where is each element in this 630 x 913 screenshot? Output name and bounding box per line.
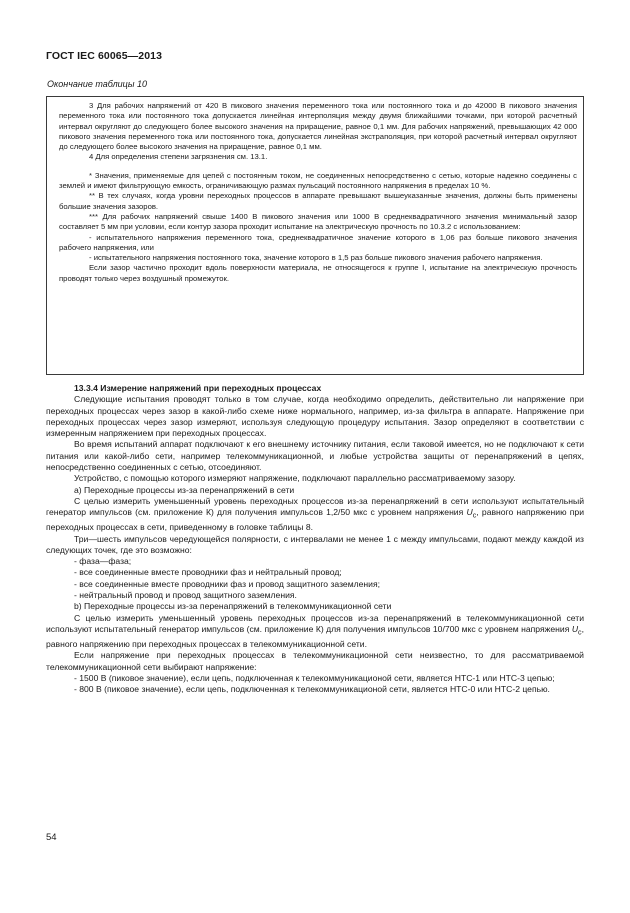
subsection-a-title: а) Переходные процессы из-за перенапряжений в сети <box>74 484 295 495</box>
paragraph-5 <box>46 496 584 534</box>
note-4: 4 Для определения степени загрязнения см. 13.1. <box>89 152 268 162</box>
paragraph-5-text: С целью измерить уменьшенный уровень переходных процессов из-за перенапряжений в сети используют испытательный генератор импульсов (см. приложение К) для получения импульсов 1,2/50 мкс с уровнем напряжения <box>46 495 584 518</box>
note-3: 3 Для рабочих напряжений от 420 В пикового значения переменного тока или постоянного тока и до 42000 В пикового значения переменного тока или постоянного тока допускается линейная интерполяция между двумя ближайшими точками, при которой расчетный интервал округляют до следующего более высокого значения на приращение, равное 0,1 мм. Для рабочих напряжений, превышающих 42 000 пикового значения переменного тока или постоянного тока, допускается линейная экстраполяция, при которой расчетный интервал округляют до следующего более высокого значения на приращение, равное 0,1 мм. <box>59 101 577 152</box>
paragraph-6: Три—шесть импульсов чередующейся полярности, с интервалами не менее 1 с между импульсами, подают между каждой из следующих точек, где это возможно: <box>46 533 584 555</box>
paragraph-2: Во время испытаний аппарат подключают к его внешнему источнику питания, если таковой имеется, но не подключают к сети питания или какой-либо сети, например телекоммуникационной, и любые устройства защиты от перенапряжений в цепях, непосредственно соединенных с сетью, отсоединяют. <box>46 439 584 473</box>
paragraph-8-text: С целью измерить уменьшенный уровень переходных процессов из-за перенапряжений в телекоммуникационной сети используют испытательный генератор импульсов (см. приложение К) для получения импульсов 10/700 мкс с уровнем напряжения <box>46 612 584 634</box>
voltage-subscript-2: c <box>578 628 582 637</box>
voltage-symbol-2: U <box>571 623 579 634</box>
footnote-3-item-b: - испытательного напряжения постоянного тока, значение которого в 1,5 раз больше пикового значения рабочего напряжения. <box>89 253 543 263</box>
paragraph-8-text-end: , равного напряжению при переходных процессах в телекоммуникационной сети. <box>46 623 584 649</box>
list-item-6: - 800 В (пиковое значение), если цепь, подключенная к телекоммуникационой сети, является НТС-0 или НТС-2 цепью. <box>74 684 550 695</box>
notes-spacer <box>59 163 577 171</box>
voltage-subscript: c <box>472 511 477 520</box>
footnote-2: ** В тех случаях, когда уровни переходных процессов в аппарате превышают вышеуказанные значения, должны быть применены большие значения зазоров. <box>59 191 577 211</box>
paragraph-3: Устройство, с помощью которого измеряют напряжение, подключают параллельно рассматриваемому зазору. <box>74 473 516 484</box>
list-item-4: - нейтральный провод и провод защитного заземления. <box>74 590 297 601</box>
page-number: 54 <box>46 832 57 843</box>
page-header-standard-title: ГОСТ IEC 60065—2013 <box>46 50 163 62</box>
table-notes-box <box>46 96 584 375</box>
table-notes <box>59 101 577 284</box>
subsection-b-title: b) Переходные процессы из-за перенапряжений в телекоммуникационной сети <box>74 601 392 612</box>
footnote-1: * Значения, применяемые для цепей с постоянным током, не соединенных непосредственно с сетью, которые надежно соединены с землей и имеют фильтрующую емкость, ограничивающую размах пульсаций постоянного напряжения в пределах 10 %. <box>59 170 577 191</box>
paragraph-1: Следующие испытания проводят только в том случае, когда необходимо определить, действительно ли напряжение при переходных процессах через зазор в какой-либо схеме ниже нормального, например, из-за фильтра в аппарате. Напряжение при переходных процессах через зазор измеряют, используя следующую процедуру испытания. Зазор определяют в соответствии с измеренным напряжением при переходных процессах. <box>46 394 584 439</box>
footnote-4: Если зазор частично проходит вдоль поверхности материала, не относящегося к группе I, испытание на электрическую прочность проводят только через воздушный промежуток. <box>59 263 577 283</box>
list-item-5: - 1500 В (пиковое значение), если цепь, подключенная к телекоммуникационой сети, является НТС-1 или НТС-3 цепью; <box>74 672 555 683</box>
list-item-1: - фаза—фаза; <box>74 556 132 567</box>
section-heading: 13.3.4 Измерение напряжений при переходных процессах <box>74 383 322 393</box>
footnote-3: *** Для рабочих напряжений свыше 1400 В пикового значения или 1000 В среднеквадратичного значения минимальный зазор составляет 5 мм при условии, если контур зазора проходит испытание на электрическую прочность по 10.3.2 с использованием: <box>59 211 577 232</box>
list-item-3: - все соединенные вместе проводники фаз и провод защитного заземления; <box>74 578 381 589</box>
section-body <box>46 383 584 695</box>
paragraph-8 <box>46 613 584 651</box>
paragraph-5-text-end: , равного напряжению при переходных процессах в сети, приведенному в головке таблицы 8. <box>46 507 585 533</box>
paragraph-9: Если напряжение при переходных процессах в телекоммуникационной сети неизвестно, то для рассматриваемой телекоммуникационной сети выбирают напряжение: <box>46 650 584 672</box>
list-item-2: - все соединенные вместе проводники фаз и нейтральный провод; <box>74 567 342 578</box>
table-continuation-caption: Окончание таблицы 10 <box>47 79 147 89</box>
footnote-3-item-a: - испытательного напряжения переменного тока, среднеквадратичное значение которого в 1,06 раз больше пикового значения рабочего напряжения, или <box>59 232 577 252</box>
voltage-symbol: U <box>466 507 473 518</box>
